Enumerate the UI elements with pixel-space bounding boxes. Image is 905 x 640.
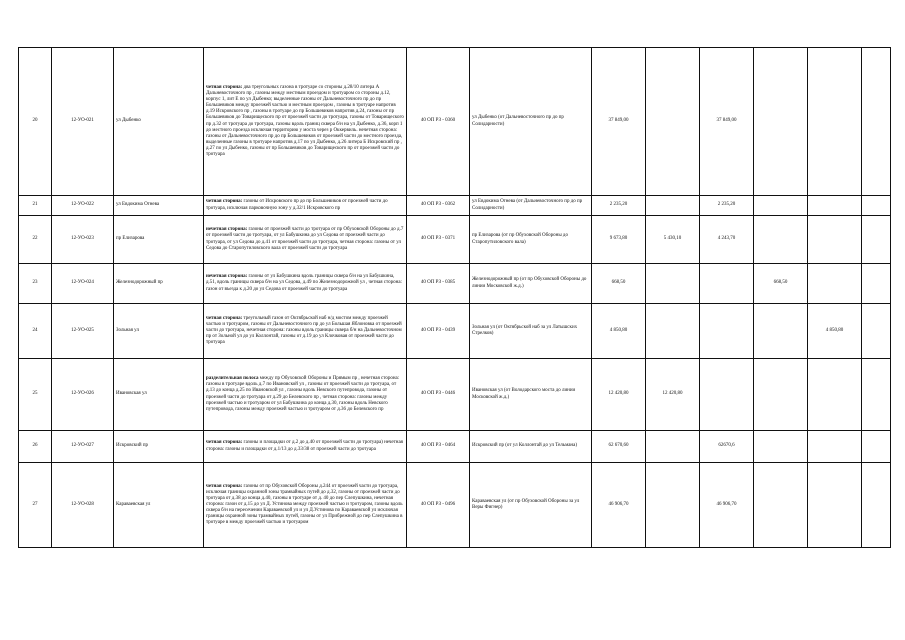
area-description — [204, 264, 407, 304]
row-number: 23 — [19, 264, 52, 304]
row-number: 27 — [19, 463, 52, 548]
table-row — [19, 304, 891, 359]
description-text: газоны от Искровского пр до пр Большевиков от проезжей части до тротуара, исключая парковочную зону у д.32/1 Искровского пр — [206, 199, 388, 211]
road-section: Караваевская ул (от пр Обуховской Обороны за ул Веры Фигнер) — [470, 463, 592, 548]
area-description — [204, 359, 407, 431]
road-section: Ивановская ул (от Володарского моста до линии Московской ж.д.) — [470, 359, 592, 431]
empty-cell — [862, 48, 891, 196]
area-col-4: 4 850,80 — [808, 304, 862, 359]
area-col-3: 668,50 — [754, 264, 808, 304]
row-number: 24 — [19, 304, 52, 359]
area-col-3 — [754, 216, 808, 264]
area-col-1 — [646, 196, 700, 216]
street-name: Караваевская ул — [114, 463, 204, 548]
object-code: 12-УО-023 — [52, 216, 114, 264]
description-text: треугольный газон от Октябрьской наб н/д мостом между проезжей частью и тротуаром, газоны от Дальневосточного пр до ул Большая Яблоновка от проезжей части до тротуара, нечетная сторона: газоны вдоль границы сквера б/н на Дальневосточном пр от Зольной ул до ул Коллонтай, газоны от д.19 до ул Клочковая от проезжей части до тротуара — [206, 315, 402, 346]
description-lead: четная сторона: — [206, 483, 243, 489]
description-text: газоны и площадки от д.2 до д.40 от проезжей части до тротуара) нечетная сторона: газоны и площадки от д.1/13 до д.33/38 от проезжей части до тротуара — [206, 440, 403, 452]
street-name: ул Евдокима Огнева — [114, 196, 204, 216]
row-number: 21 — [19, 196, 52, 216]
area-col-4 — [808, 264, 862, 304]
area-col-2: 62670,6 — [700, 431, 754, 463]
area-col-4 — [808, 216, 862, 264]
road-registry-number: 40 ОП РЗ - 0496 — [407, 463, 470, 548]
table-row — [19, 264, 891, 304]
total-area: 46 906,70 — [592, 463, 646, 548]
row-number: 26 — [19, 431, 52, 463]
description-text: газоны от ул Бабушкина вдоль границы сквера б/н на ул Бабушкина, д.51, вдоль границы сквера б/н на ул Седова, д.49 по Железнодорожной ул , четная сторона: газон от въезда к д.20 до ул Седова от проезжей части до тротуара — [206, 274, 402, 292]
area-description — [204, 216, 407, 264]
total-area: 668,50 — [592, 264, 646, 304]
area-col-3 — [754, 431, 808, 463]
area-col-3 — [754, 196, 808, 216]
road-section: Искровский пр (от ул Коллонтай до ул Тельмана) — [470, 431, 592, 463]
empty-cell — [862, 304, 891, 359]
object-code: 12-УО-022 — [52, 196, 114, 216]
area-col-1: 12 420,80 — [646, 359, 700, 431]
area-description — [204, 431, 407, 463]
area-col-2: 2 235,20 — [700, 196, 754, 216]
road-registry-number: 40 ОП РЗ - 0371 — [407, 216, 470, 264]
object-code: 12-УО-024 — [52, 264, 114, 304]
empty-cell — [862, 431, 891, 463]
row-number: 25 — [19, 359, 52, 431]
street-name: ул Дыбенко — [114, 48, 204, 196]
total-area: 9 673,80 — [592, 216, 646, 264]
description-lead: разделительная полоса — [206, 376, 259, 382]
area-description — [204, 304, 407, 359]
area-col-3 — [754, 48, 808, 196]
area-col-2 — [700, 304, 754, 359]
area-col-1: 5 430,10 — [646, 216, 700, 264]
description-lead: четная сторона: — [206, 84, 243, 90]
green-areas-table — [18, 47, 891, 548]
empty-cell — [862, 264, 891, 304]
total-area: 12 420,80 — [592, 359, 646, 431]
road-section: пр Елизарова (от пр Обуховской Обороны до Старопутиловского вала) — [470, 216, 592, 264]
road-registry-number: 40 ОП РЗ - 0446 — [407, 359, 470, 431]
object-code: 12-УО-025 — [52, 304, 114, 359]
object-code: 12-УО-021 — [52, 48, 114, 196]
object-code: 12-УО-027 — [52, 431, 114, 463]
empty-cell — [862, 196, 891, 216]
area-col-3 — [754, 359, 808, 431]
area-col-2: 37 849,00 — [700, 48, 754, 196]
road-registry-number: 40 ОП РЗ - 0360 — [407, 48, 470, 196]
road-section: Железнодорожный пр (от пр Обуховской Обороны до линии Московской ж.д.) — [470, 264, 592, 304]
description-lead: четная сторона: — [206, 440, 243, 446]
area-col-1 — [646, 463, 700, 548]
road-registry-number: 40 ОП РЗ - 0385 — [407, 264, 470, 304]
area-description — [204, 463, 407, 548]
description-text: между пр Обуховской Обороны и Прямым пр , нечетная сторона: газоны в тротуаре вдоль д.7 по Ивановской ул , газоны от проезжей части до тротуара, от д.13 до конца д.25 по Ивановской ул , газоны вдоль Невского путепровода, газоны от проезжей части до тротуара от д.29 до Белевского пр , четная сторона: газоны между проезжей частью и тротуаром от ул Бабушкина до конца д.30, газоны вдоль Невского путепровода, газоны между проезжей частью и тротуаром от д.36 до Белевского пр — [206, 376, 400, 412]
street-name: Зольная ул — [114, 304, 204, 359]
object-code: 12-УО-028 — [52, 463, 114, 548]
table-row — [19, 196, 891, 216]
total-area: 2 235,20 — [592, 196, 646, 216]
road-registry-number: 40 ОП РЗ - 0362 — [407, 196, 470, 216]
description-lead: четная сторона: — [206, 199, 243, 205]
empty-cell — [862, 463, 891, 548]
road-section: ул Евдокима Огнева (от Дальневосточного пр до пр Солидарности) — [470, 196, 592, 216]
empty-cell — [862, 359, 891, 431]
object-code: 12-УО-026 — [52, 359, 114, 431]
area-col-4 — [808, 359, 862, 431]
row-number: 20 — [19, 48, 52, 196]
description-lead: нечетная сторона: — [206, 227, 248, 233]
area-col-1 — [646, 304, 700, 359]
area-col-3 — [754, 463, 808, 548]
area-col-4 — [808, 196, 862, 216]
road-registry-number: 40 ОП РЗ - 0464 — [407, 431, 470, 463]
area-col-2 — [700, 264, 754, 304]
area-col-4 — [808, 431, 862, 463]
road-registry-number: 40 ОП РЗ - 0439 — [407, 304, 470, 359]
area-col-4 — [808, 48, 862, 196]
description-text: газоны от проезжей части до тротуара от пр Обуховской Обороны до д.7 от проезжей части до тротуара, от ул Бабушкина до ул Седова от проезжей части до тротуара, от ул Седова до д.41 от проезжей части до тротуара, четная сторона: газоны от ул Седова до Старопутиловского вала от проезжей части до тротуара — [206, 227, 404, 251]
table-row — [19, 463, 891, 548]
table-row — [19, 431, 891, 463]
area-col-1 — [646, 264, 700, 304]
row-number: 22 — [19, 216, 52, 264]
description-lead: четная сторона: — [206, 315, 243, 321]
area-col-4 — [808, 463, 862, 548]
area-description — [204, 196, 407, 216]
description-text: газоны от пр Обуховской Обороны д.244 от проезжей части до тротуара, исключая границы охранной зоны трамвайных путей до д.32, газоны от проезжей части до тротуара от д.38 до конца д.40, газоны в тротуаре от д. 40 до пер Слепушкина, нечетная сторона: газон от д.15 до ул Д. Устинова между проезжей частью и тротуаром, газоны вдоль сквера б/н на пересечении Караваевской ул и ул Д.Устинова по Караваевской ул исключая границы охранной зоны трамвайных путей, газоны от ул Прибрежной до пер Слепушкина в тротуаре в между проезжей частью и тротуаром — [206, 483, 403, 526]
street-name: пр Елизарова — [114, 216, 204, 264]
area-col-3 — [754, 304, 808, 359]
description-text: два треугольных газона в тротуаре со стороны д.28/10 литера А Дальневосточного пр , газоны между местным проездом и тротуаром со стороны д.12, корпус 1, лит Е по ул Дыбенко; выделенные газоны от Дальневосточного пр до пр Большевиков между проезжей частью и местным проездом , газоны в тротуаре напротив д.19 Искровского пр , газоны в тротуаре до пр Большевиков напротив д.24, газоны от пр Большевиков до Товарищеского пр от проезжей части до тротуара, газоны от Товарищеского пр д.32 от тротуара до тротуара, газоны вдоль границ сквера б/н на ул Дыбенко, д.36, корп 1 до местного проезда исключая территорию у моста через р Оккервиль. нечетная сторона: газоны от Дальневосточного пр до пр Большевиков от проезжей части до местного проезда, выделенные газоны в тротуаре напротив д.17 по ул Дыбенко, д.26 литера Б Искровский пр , д.27 по ул Дыбенко, газоны от пр Большевиков до Товарищеского пр от проезжей части до тротуара — [206, 84, 404, 157]
area-col-2: 46 906,70 — [700, 463, 754, 548]
total-area: 37 849,00 — [592, 48, 646, 196]
area-col-2 — [700, 359, 754, 431]
total-area: 4 850,80 — [592, 304, 646, 359]
total-area: 62 670,60 — [592, 431, 646, 463]
area-description — [204, 48, 407, 196]
road-section: ул Дыбенко (от Дальневосточного пр до пр Солидарности) — [470, 48, 592, 196]
table-row — [19, 216, 891, 264]
road-section: Зольная ул (от Октябрьской наб за ул Латышских Стрелков) — [470, 304, 592, 359]
empty-cell — [862, 216, 891, 264]
description-lead: нечетная сторона: — [206, 274, 248, 280]
table-row — [19, 48, 891, 196]
street-name: Железнодорожный пр — [114, 264, 204, 304]
table-row — [19, 359, 891, 431]
street-name: Ивановская ул — [114, 359, 204, 431]
area-col-2: 4 243,70 — [700, 216, 754, 264]
street-name: Искровский пр — [114, 431, 204, 463]
table-body — [19, 48, 891, 548]
area-col-1 — [646, 431, 700, 463]
area-col-1 — [646, 48, 700, 196]
